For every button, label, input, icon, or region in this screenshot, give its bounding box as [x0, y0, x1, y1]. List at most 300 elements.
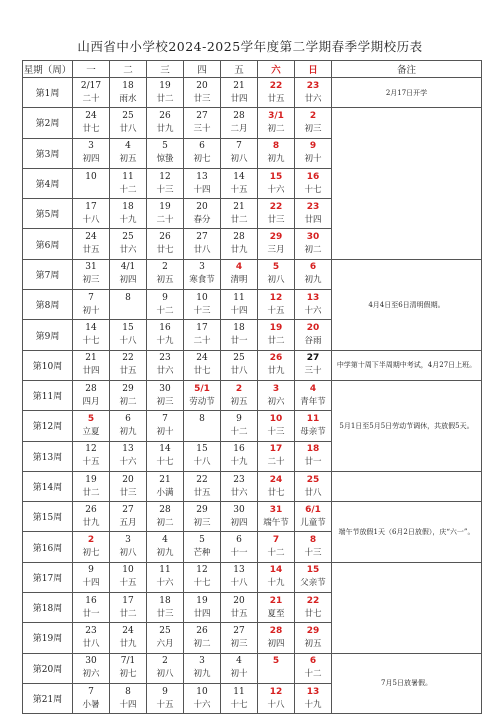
lunar-date: 廿四 — [304, 214, 322, 225]
solar-date: 19 — [269, 323, 283, 334]
solar-date: 23 — [85, 625, 97, 636]
lunar-date: 清明 — [230, 275, 248, 286]
solar-date: 10 — [196, 292, 208, 303]
week-label: 第10周 — [23, 350, 73, 380]
lunar-date: 十二 — [304, 669, 322, 680]
day-cell — [73, 502, 110, 532]
day-cell — [110, 562, 147, 592]
solar-date: 5 — [87, 413, 95, 424]
day-cell — [221, 138, 258, 168]
lunar-date: 初七 — [82, 548, 100, 559]
day-cell — [221, 290, 258, 320]
lunar-date: 十二 — [267, 548, 285, 559]
solar-date: 24 — [196, 353, 208, 364]
day-cell — [110, 290, 147, 320]
lunar-date: 十六 — [119, 457, 137, 468]
day-cell — [147, 502, 184, 532]
solar-date: 25 — [159, 625, 171, 636]
day-cell — [147, 259, 184, 289]
lunar-date: 初三 — [156, 396, 174, 407]
week-row — [23, 380, 482, 410]
lunar-date: 父亲节 — [300, 578, 326, 589]
solar-date: 4 — [235, 262, 243, 273]
day-cell — [147, 350, 184, 380]
lunar-date: 十六 — [304, 305, 322, 316]
solar-date: 21 — [159, 474, 171, 485]
day-cell — [147, 471, 184, 501]
day-cell — [184, 138, 221, 168]
lunar-date: 十五 — [156, 699, 174, 710]
day-cell — [147, 199, 184, 229]
day-cell — [184, 78, 221, 108]
day-cell — [184, 562, 221, 592]
solar-date: 11 — [159, 565, 171, 576]
lunar-date: 初二 — [156, 517, 174, 528]
solar-date: 25 — [122, 110, 134, 121]
solar-date: 18 — [233, 323, 245, 334]
day-cell — [221, 78, 258, 108]
note-cell: 端午节放假1天（6月2日放假），庆“六一”。 — [332, 502, 482, 563]
day-cell — [147, 108, 184, 138]
day-cell — [147, 411, 184, 441]
day-cell — [258, 380, 295, 410]
solar-date: 16 — [233, 444, 245, 455]
day-cell — [110, 623, 147, 653]
lunar-date: 廿九 — [156, 123, 174, 134]
solar-date: 4 — [309, 383, 317, 394]
solar-date: 13 — [233, 565, 245, 576]
week-label: 第4周 — [23, 168, 73, 198]
lunar-date: 夏至 — [267, 608, 285, 619]
note-cell — [332, 562, 482, 653]
day-cell — [110, 502, 147, 532]
lunar-date: 十三 — [156, 184, 174, 195]
lunar-date: 初二 — [193, 638, 211, 649]
day-cell — [147, 320, 184, 350]
solar-date: 27 — [233, 625, 245, 636]
lunar-date: 初八 — [230, 154, 248, 165]
lunar-date: 初十 — [304, 154, 322, 165]
day-cell — [184, 290, 221, 320]
solar-date: 20 — [196, 80, 208, 91]
solar-date: 18 — [159, 595, 171, 606]
lunar-date: 廿一 — [82, 608, 100, 619]
solar-date: 4 — [162, 535, 168, 546]
note-cell — [332, 108, 482, 259]
lunar-date: 初五 — [304, 638, 322, 649]
day-cell — [258, 320, 295, 350]
lunar-date: 十九 — [119, 214, 137, 225]
header-sat: 六 — [258, 61, 295, 78]
lunar-date: 初四 — [119, 275, 137, 286]
day-cell — [73, 593, 110, 623]
solar-date: 5 — [272, 262, 280, 273]
lunar-date: 廿二 — [119, 608, 137, 619]
solar-date: 2 — [162, 262, 168, 273]
day-cell — [110, 350, 147, 380]
lunar-date: 廿五 — [267, 93, 285, 104]
day-cell — [295, 138, 332, 168]
lunar-date: 十八 — [230, 578, 248, 589]
lunar-date — [258, 668, 294, 681]
day-cell — [295, 350, 332, 380]
lunar-date: 十一 — [230, 548, 248, 559]
lunar-date: 立夏 — [82, 426, 100, 437]
solar-date: 21 — [85, 353, 97, 364]
day-cell — [110, 653, 147, 683]
lunar-date: 二十 — [267, 457, 285, 468]
day-cell — [221, 441, 258, 471]
solar-date: 11 — [306, 413, 320, 424]
week-label: 第19周 — [23, 623, 73, 653]
lunar-date: 廿五 — [230, 608, 248, 619]
lunar-date: 十四 — [119, 699, 137, 710]
lunar-date: 廿八 — [304, 487, 322, 498]
week-label: 第5周 — [23, 199, 73, 229]
solar-date: 6 — [309, 262, 317, 273]
solar-date: 22 — [306, 595, 320, 606]
lunar-date: 初九 — [119, 426, 137, 437]
day-cell — [221, 350, 258, 380]
week-row — [23, 259, 482, 289]
lunar-date: 初三 — [82, 275, 100, 286]
day-cell — [258, 78, 295, 108]
lunar-date: 十六 — [193, 699, 211, 710]
solar-date: 29 — [196, 504, 208, 515]
week-label: 第3周 — [23, 138, 73, 168]
lunar-date: 廿六 — [230, 487, 248, 498]
lunar-date: 十四 — [82, 578, 100, 589]
solar-date: 10 — [269, 413, 283, 424]
solar-date: 30 — [159, 383, 171, 394]
lunar-date: 十八 — [82, 214, 100, 225]
lunar-date: 初三 — [193, 517, 211, 528]
day-cell — [221, 683, 258, 713]
solar-date: 3 — [88, 141, 94, 152]
solar-date: 27 — [196, 110, 208, 121]
solar-date: 31 — [269, 504, 283, 515]
solar-date: 23 — [306, 201, 320, 212]
day-cell — [221, 199, 258, 229]
day-cell — [295, 108, 332, 138]
solar-date: 4 — [125, 141, 131, 152]
lunar-date: 廿三 — [119, 487, 137, 498]
day-cell — [110, 259, 147, 289]
note-cell: 2月17日开学 — [332, 78, 482, 108]
lunar-date: 初二 — [304, 245, 322, 256]
solar-date: 3 — [125, 535, 131, 546]
school-calendar-table — [22, 60, 482, 714]
header-row — [23, 61, 482, 78]
day-cell — [73, 229, 110, 259]
solar-date: 15 — [269, 171, 283, 182]
day-cell — [184, 532, 221, 562]
header-thu: 四 — [184, 61, 221, 78]
solar-date: 7/1 — [120, 656, 136, 667]
lunar-date: 惊蛰 — [156, 154, 174, 165]
day-cell — [184, 623, 221, 653]
day-cell — [258, 350, 295, 380]
day-cell — [184, 593, 221, 623]
lunar-date: 初八 — [267, 275, 285, 286]
day-cell — [147, 290, 184, 320]
solar-date: 9 — [236, 413, 242, 424]
lunar-date: 廿七 — [267, 487, 285, 498]
solar-date: 7 — [88, 292, 94, 303]
day-cell — [221, 593, 258, 623]
solar-date: 26 — [159, 232, 171, 243]
day-cell — [295, 199, 332, 229]
lunar-date: 十七 — [193, 578, 211, 589]
solar-date: 30 — [306, 232, 320, 243]
lunar-date: 廿八 — [82, 638, 100, 649]
solar-date: 20 — [196, 201, 208, 212]
lunar-date: 十七 — [82, 336, 100, 347]
day-cell — [221, 380, 258, 410]
lunar-date: 十九 — [156, 336, 174, 347]
week-label: 第14周 — [23, 471, 73, 501]
solar-date: 9 — [162, 292, 168, 303]
day-cell — [258, 683, 295, 713]
lunar-date: 二十 — [193, 336, 211, 347]
solar-date: 26 — [196, 625, 208, 636]
day-cell — [221, 411, 258, 441]
solar-date: 8 — [125, 292, 131, 303]
solar-date: 28 — [159, 504, 171, 515]
lunar-date: 六月 — [156, 638, 174, 649]
solar-date: 3/1 — [268, 110, 284, 121]
lunar-date: 初六 — [82, 669, 100, 680]
day-cell — [258, 532, 295, 562]
day-cell — [184, 108, 221, 138]
day-cell — [258, 653, 295, 683]
day-cell — [184, 259, 221, 289]
day-cell — [295, 532, 332, 562]
lunar-date: 廿九 — [119, 638, 137, 649]
lunar-date: 廿六 — [304, 93, 322, 104]
lunar-date: 初三 — [230, 638, 248, 649]
day-cell — [110, 471, 147, 501]
solar-date: 20 — [122, 474, 134, 485]
lunar-date: 端午节 — [263, 517, 289, 528]
day-cell — [295, 259, 332, 289]
day-cell — [110, 168, 147, 198]
solar-date: 24 — [85, 110, 97, 121]
solar-date: 8 — [272, 141, 280, 152]
day-cell — [295, 653, 332, 683]
solar-date: 7 — [272, 535, 280, 546]
day-cell — [221, 168, 258, 198]
header-week: 星期（周） — [23, 61, 73, 78]
solar-date: 13 — [122, 444, 134, 455]
day-cell — [110, 78, 147, 108]
solar-date: 3 — [272, 383, 280, 394]
lunar-date: 廿一 — [304, 457, 322, 468]
day-cell — [184, 502, 221, 532]
week-label: 第8周 — [23, 290, 73, 320]
lunar-date: 母亲节 — [300, 426, 326, 437]
lunar-date: 雨水 — [119, 93, 137, 104]
solar-date: 8 — [199, 413, 205, 424]
solar-date: 2 — [162, 656, 168, 667]
solar-date: 18 — [306, 444, 320, 455]
lunar-date: 初五 — [119, 154, 137, 165]
solar-date: 22 — [122, 353, 134, 364]
lunar-date: 二十 — [82, 93, 100, 104]
solar-date: 17 — [85, 201, 97, 212]
day-cell — [184, 441, 221, 471]
day-cell — [147, 653, 184, 683]
solar-date: 14 — [159, 444, 171, 455]
solar-date: 22 — [269, 80, 283, 91]
lunar-date: 十八 — [119, 336, 137, 347]
lunar-date: 十五 — [267, 305, 285, 316]
solar-date: 7 — [88, 686, 94, 697]
solar-date: 28 — [233, 110, 245, 121]
solar-date: 23 — [233, 474, 245, 485]
day-cell — [221, 259, 258, 289]
solar-date: 13 — [306, 292, 320, 303]
day-cell — [295, 320, 332, 350]
lunar-date: 十三 — [193, 305, 211, 316]
lunar-date: 廿三 — [156, 608, 174, 619]
solar-date: 3 — [199, 656, 205, 667]
solar-date: 11 — [233, 686, 245, 697]
solar-date: 17 — [269, 444, 283, 455]
lunar-date: 廿九 — [230, 245, 248, 256]
lunar-date: 十二 — [230, 426, 248, 437]
day-cell — [184, 229, 221, 259]
solar-date: 22 — [269, 201, 283, 212]
day-cell — [110, 380, 147, 410]
day-cell — [258, 138, 295, 168]
week-label: 第2周 — [23, 108, 73, 138]
solar-date: 2 — [235, 383, 243, 394]
lunar-date: 儿童节 — [300, 517, 326, 528]
day-cell — [258, 259, 295, 289]
lunar-date: 十七 — [156, 457, 174, 468]
solar-date: 12 — [85, 444, 97, 455]
lunar-date: 十九 — [230, 457, 248, 468]
lunar-date: 三十 — [304, 366, 322, 377]
day-cell — [73, 138, 110, 168]
solar-date: 14 — [269, 565, 283, 576]
solar-date: 30 — [233, 504, 245, 515]
solar-date: 23 — [306, 80, 320, 91]
lunar-date: 初九 — [193, 669, 211, 680]
solar-date: 15 — [306, 565, 320, 576]
note-cell — [332, 471, 482, 501]
lunar-date: 初四 — [267, 638, 285, 649]
solar-date: 5 — [199, 535, 205, 546]
week-row — [23, 502, 482, 532]
lunar-date: 十八 — [267, 699, 285, 710]
day-cell — [147, 229, 184, 259]
solar-date: 24 — [122, 625, 134, 636]
week-row — [23, 471, 482, 501]
day-cell — [73, 78, 110, 108]
day-cell — [73, 411, 110, 441]
solar-date: 27 — [306, 353, 320, 364]
day-cell — [221, 502, 258, 532]
lunar-date: 初七 — [119, 669, 137, 680]
solar-date: 16 — [85, 595, 97, 606]
day-cell — [73, 683, 110, 713]
day-cell — [110, 199, 147, 229]
day-cell — [221, 108, 258, 138]
lunar-date: 初九 — [156, 548, 174, 559]
week-label: 第16周 — [23, 532, 73, 562]
solar-date: 18 — [122, 201, 134, 212]
solar-date: 7 — [236, 141, 242, 152]
solar-date: 19 — [85, 474, 97, 485]
lunar-date: 四月 — [82, 396, 100, 407]
solar-date: 6/1 — [305, 504, 321, 515]
lunar-date: 廿四 — [193, 608, 211, 619]
week-label: 第21周 — [23, 683, 73, 713]
lunar-date: 十四 — [230, 305, 248, 316]
lunar-date: 寒食节 — [189, 275, 215, 286]
day-cell — [110, 683, 147, 713]
solar-date: 21 — [269, 595, 283, 606]
solar-date: 29 — [269, 232, 283, 243]
solar-date: 4/1 — [120, 262, 136, 273]
lunar-date: 廿八 — [119, 123, 137, 134]
solar-date: 8 — [309, 535, 317, 546]
day-cell — [110, 441, 147, 471]
lunar-date: 二月 — [230, 123, 248, 134]
day-cell — [258, 441, 295, 471]
solar-date: 29 — [122, 383, 134, 394]
lunar-date: 廿五 — [193, 487, 211, 498]
day-cell — [73, 320, 110, 350]
solar-date: 10 — [196, 686, 208, 697]
lunar-date: 十六 — [267, 184, 285, 195]
day-cell — [221, 532, 258, 562]
solar-date: 6 — [125, 413, 131, 424]
solar-date: 7 — [162, 413, 168, 424]
solar-date: 10 — [122, 565, 134, 576]
solar-date: 8 — [125, 686, 131, 697]
solar-date: 30 — [85, 656, 97, 667]
lunar-date: 十七 — [230, 699, 248, 710]
lunar-date: 十四 — [193, 184, 211, 195]
lunar-date: 廿六 — [119, 245, 137, 256]
header-sun: 日 — [295, 61, 332, 78]
day-cell — [295, 168, 332, 198]
lunar-date: 初十 — [156, 426, 174, 437]
day-cell — [184, 168, 221, 198]
day-cell — [184, 683, 221, 713]
solar-date: 14 — [85, 323, 97, 334]
day-cell — [295, 441, 332, 471]
day-cell — [73, 350, 110, 380]
day-cell — [73, 199, 110, 229]
day-cell — [147, 532, 184, 562]
week-label: 第15周 — [23, 502, 73, 532]
day-cell — [73, 108, 110, 138]
solar-date: 24 — [269, 474, 283, 485]
solar-date: 28 — [269, 625, 283, 636]
day-cell — [258, 199, 295, 229]
solar-date: 13 — [196, 171, 208, 182]
day-cell — [147, 78, 184, 108]
lunar-date: 初四 — [82, 154, 100, 165]
solar-date: 26 — [159, 110, 171, 121]
day-cell — [295, 593, 332, 623]
header-notes: 备注 — [332, 61, 482, 78]
day-cell — [147, 138, 184, 168]
